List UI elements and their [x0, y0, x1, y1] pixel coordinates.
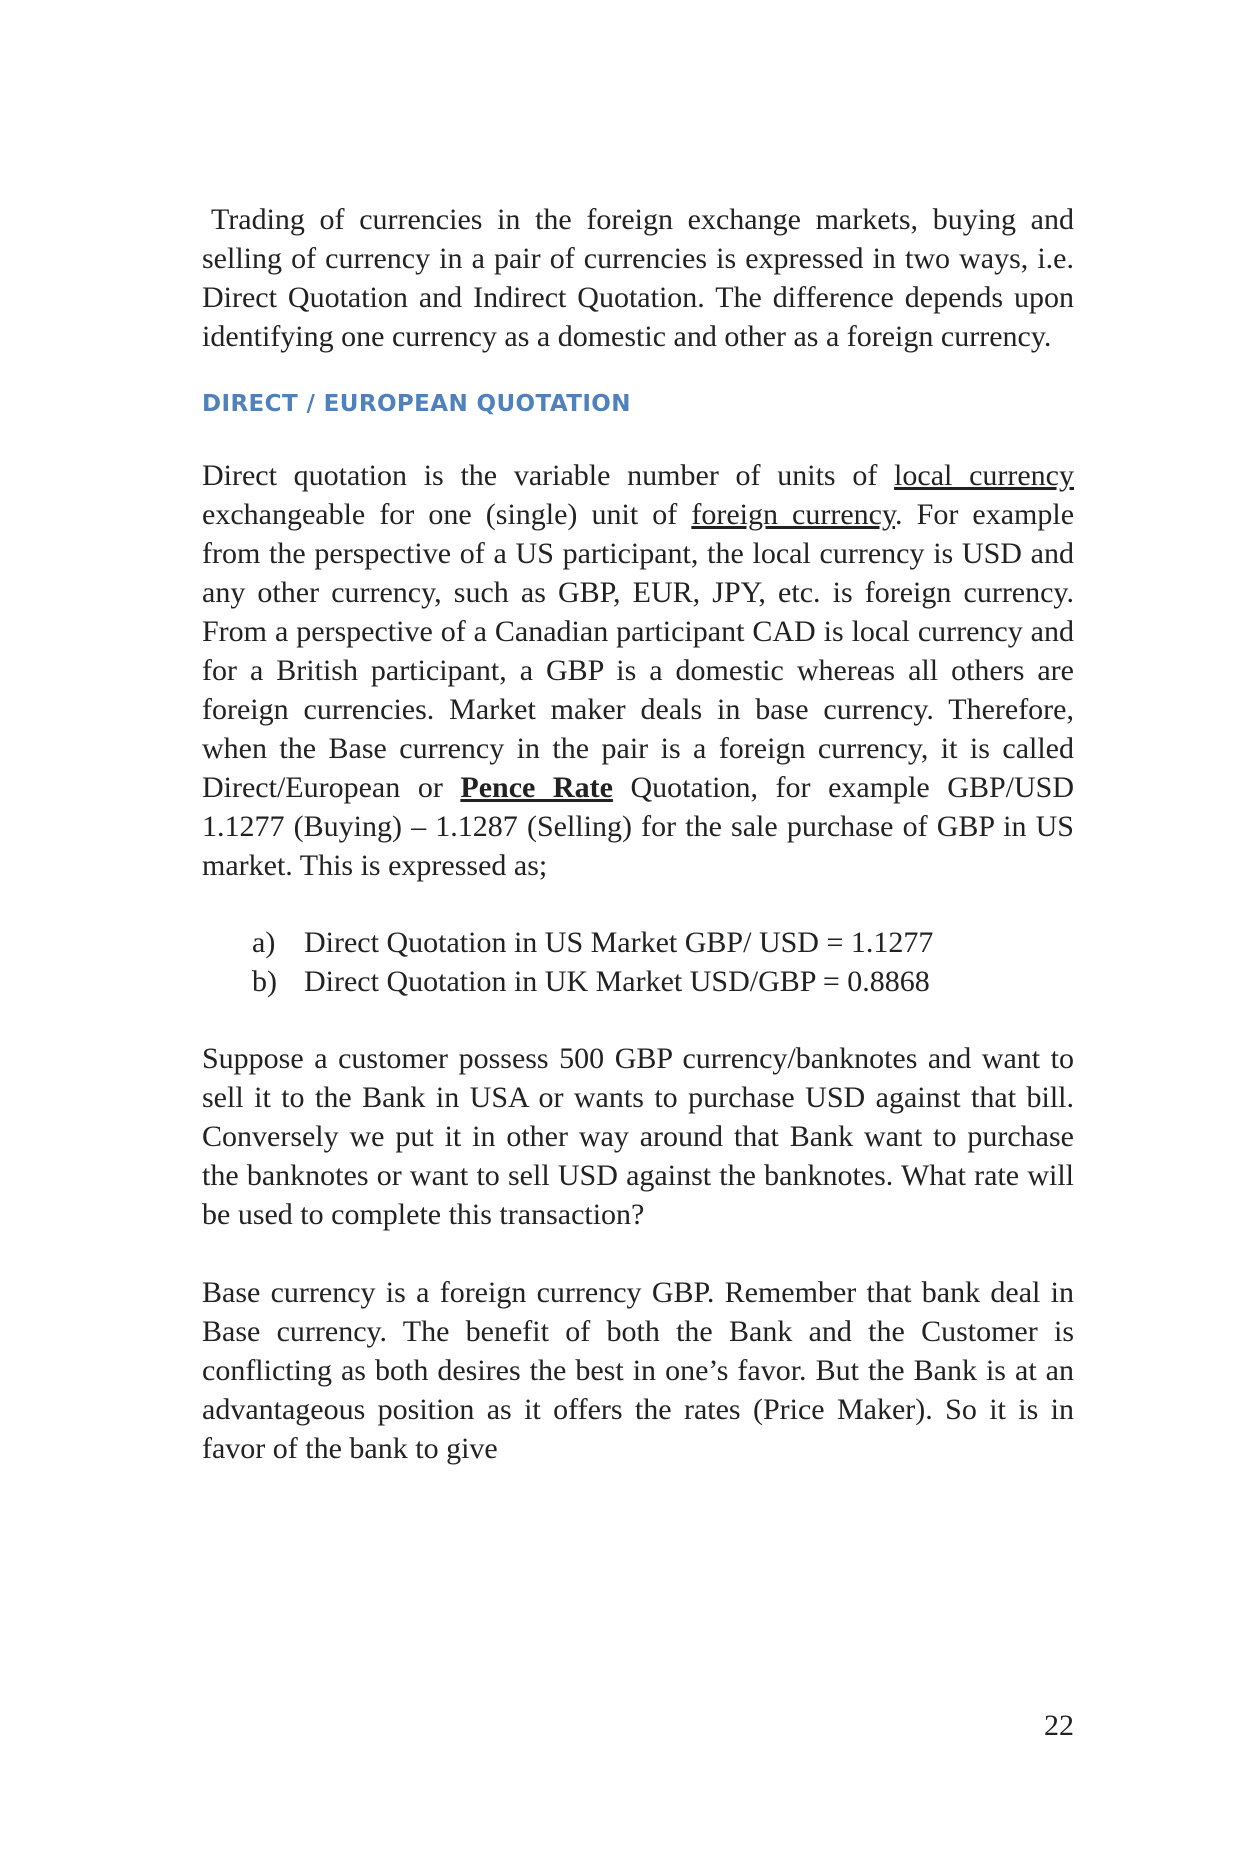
customer-example-paragraph: Suppose a customer possess 500 GBP currency/banknotes and want to sell it to the Bank in USA or wants to purchase USD against that bill. Conversely we put it in other way around that Bank want to purchase the banknotes or want to sell USD against the banknotes. What rate will be used to complete this transaction? — [202, 1042, 1074, 1231]
quotation-list — [202, 923, 1074, 1001]
page-number: 22 — [1044, 1709, 1074, 1742]
local-currency-term: local currency — [894, 459, 1074, 492]
list-item-text: Direct Quotation in US Market GBP/ USD = 1.1277 — [304, 926, 934, 959]
pence-rate-term: Pence Rate — [460, 771, 613, 804]
paragraph-text: Direct quotation is the variable number of units of — [202, 459, 895, 492]
list-marker: b) — [252, 965, 277, 998]
list-item — [202, 923, 1074, 962]
list-item — [202, 962, 1074, 1001]
list-item-text: Direct Quotation in UK Market USD/GBP = 0.8868 — [304, 965, 930, 998]
direct-quotation-paragraph — [202, 456, 1074, 885]
page-content — [202, 200, 1074, 1468]
intro-paragraph: Trading of currencies in the foreign exchange markets, buying and selling of currency in a pair of currencies is expressed in two ways, i.e. Direct Quotation and Indirect Quotation. The difference depends upon identifying one currency as a domestic and other as a foreign currency. — [202, 203, 1074, 353]
foreign-currency-term: foreign currency — [691, 498, 896, 531]
section-heading: DIRECT / EUROPEAN QUOTATION — [202, 391, 631, 417]
list-marker: a) — [252, 926, 276, 959]
paragraph-text: . For example from the perspective of a US participant, the local currency is USD and any other currency, such as GBP, EUR, JPY, etc. is foreign currency. From a perspective of a Canadian participant CAD is local currency and for a British participant, a GBP is a domestic whereas all others are foreign currencies. Market maker deals in base currency. Therefore, when the Base currency in the pair is a foreign currency, it is called Direct/European or — [202, 498, 1075, 804]
paragraph-text: Quotation, for example GBP/USD 1.1277 (Buying) – 1.1287 (Selling) for the sale purchase of GBP in US market. This is expressed as; — [202, 771, 1075, 882]
paragraph-text: exchangeable for one (single) unit of — [202, 498, 692, 531]
base-currency-paragraph: Base currency is a foreign currency GBP. Remember that bank deal in Base currency. The benefit of both the Bank and the Customer is conflicting as both desires the best in one’s favor. But the Bank is at an advantageous position as it offers the rates (Price Maker). So it is in favor of the bank to give — [202, 1276, 1074, 1465]
